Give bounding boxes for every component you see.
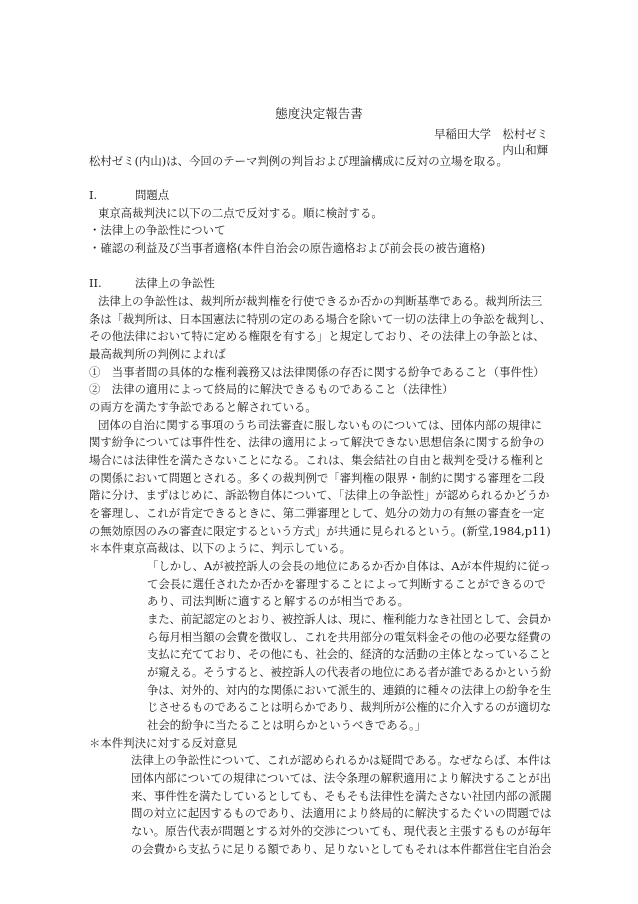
- court-quote-line: あり、司法判断に適すると解するのが相当である。: [147, 594, 409, 608]
- court-quote-line: じさせるものであることは明らかであり、裁判所が公権的に介入するのが適切な: [147, 700, 552, 714]
- section-2-line: 関す紛争については事件性を、法律の適用によって解決できない思想信条に関する紛争の: [89, 435, 545, 449]
- section-2-line: ＊本件東京高裁は、以下のように、判示している。: [89, 541, 351, 555]
- section-2-line: 団体の自治に関する事項のうち司法審査に服しないものについては、団体内部の規律に: [98, 418, 543, 432]
- doc-title: 態度決定報告書: [275, 106, 363, 121]
- opposition-line: 間の対立に起因するものであり、法適用により終局的に解決するたぐいの問題では: [131, 806, 552, 820]
- section-2-line: ① 当事者間の具体的な権利義務又は法律関係の存否に関する紛争であること（事件性）: [89, 365, 545, 379]
- section-2-line: 法律上の争訟性は、裁判所が裁判権を行使できるか否かの判断基準である。裁判所法三: [98, 294, 543, 308]
- court-quote-line: 「しかし、Aが被控訴人の会長の地位にあるか否か自体は、Aが本件規約に従っ: [147, 559, 551, 573]
- opposition-line: ない。原告代表が問題とする対外的交渉についても、現代表と主張するものが毎年: [131, 824, 552, 838]
- section-2-line: 階に分け、まずはじめに、訴訟物自体について、「法律上の争訟性」が認められるかどうか: [89, 488, 550, 502]
- section-2-line: 場合には法律性を満たさないことになる。これは、集会結社の自由と裁判を受ける権利と: [89, 453, 545, 467]
- intro-paragraph: 松村ゼミ(内山)は、今回のテーマ判例の判旨および理論構成に反対の立場を取る。: [89, 154, 508, 168]
- section-2-line: を審理し、これが肯定できるときに、第二弾審理として、処分の効力の有無の審査を一定: [89, 506, 545, 520]
- opposition-line: 団体内部についての規律については、法令条理の解釈適用により解決することが出: [131, 771, 551, 785]
- court-quote-line: 社会的紛争に当たることは明らかというべきである。」: [147, 718, 427, 732]
- court-quote-line: が窺える。そうすると、被控訴人の代表者の地位にある者が誰であるかという紛: [147, 665, 552, 679]
- section-1-line: ・法律上の争訟性について: [89, 223, 226, 237]
- section-2-number: II.: [89, 276, 102, 290]
- opposition-line: の会費から支払うに足りる額であり、足りないとしてもそれは本件都営住宅自治会: [131, 842, 552, 856]
- court-quote-line: また、前記認定のとおり、被控訴人は、現に、権利能力なき社団として、会員か: [147, 612, 551, 626]
- opposition-line: 法律上の争訟性について、これが認められるかは疑問である。なぜならば、本件は: [131, 753, 551, 767]
- section-2-title: 法律上の争訟性: [135, 276, 215, 290]
- section-2-line: ② 法律の適用によって終局的に解決できるものであること（法律性）: [89, 382, 454, 396]
- section-2-line: の関係において問題とされる。多くの裁判例で「審判権の限界・制約に関する審理を二段: [89, 471, 545, 485]
- section-2-line: 最高裁判所の判例によれば: [89, 347, 226, 361]
- affiliation: 早稲田大学 松村ゼミ: [434, 127, 548, 141]
- section-1-number: I.: [89, 188, 98, 202]
- section-2-heading: [89, 275, 215, 291]
- section-2-line: の両方を満たす争訟であると解されている。: [89, 400, 317, 414]
- opposition-line: 来、事件性を満たしているとしても、そもそも法律性を満たさない社団内部の派閥: [131, 789, 552, 803]
- court-quote-line: ら毎月相当額の会費を徴収し、これを共用部分の電気料金その他の必要な経費の: [147, 630, 552, 644]
- section-1-line: ・確認の利益及び当事者適格(本件自治会の原告適格および前会長の被告適格): [89, 241, 486, 255]
- opposition-heading: ＊本件判決に対する反対意見: [89, 736, 238, 750]
- section-1-heading: [89, 187, 169, 203]
- section-2-line: その他法律において特に定める権限を有する」と規定しており、その法律上の争訟とは、: [89, 329, 545, 343]
- court-quote-line: て会長に選任されたか否かを審理することによって判断することができるので: [147, 577, 546, 591]
- section-1-line: 東京高裁判決に以下の二点で反対する。順に検討する。: [98, 206, 383, 220]
- section-2-line: 条は「裁判所は、日本国憲法に特別の定のある場合を除いて一切の法律上の争訟を裁判し、: [89, 312, 552, 326]
- court-quote-line: 支払に充てており、その他にも、社会的、経済的な活動の主体となっていること: [147, 647, 552, 661]
- section-2-line: の無効原因のみの審査に限定するという方式」が共通に見られるという。(新堂,1984,p11): [89, 524, 551, 538]
- court-quote-line: 争は、対外的、対内的な関係において派生的、連鎖的に種々の法律上の紛争を生: [147, 683, 552, 697]
- section-1-title: 問題点: [135, 188, 170, 202]
- author-name: 内山和輝: [502, 143, 548, 157]
